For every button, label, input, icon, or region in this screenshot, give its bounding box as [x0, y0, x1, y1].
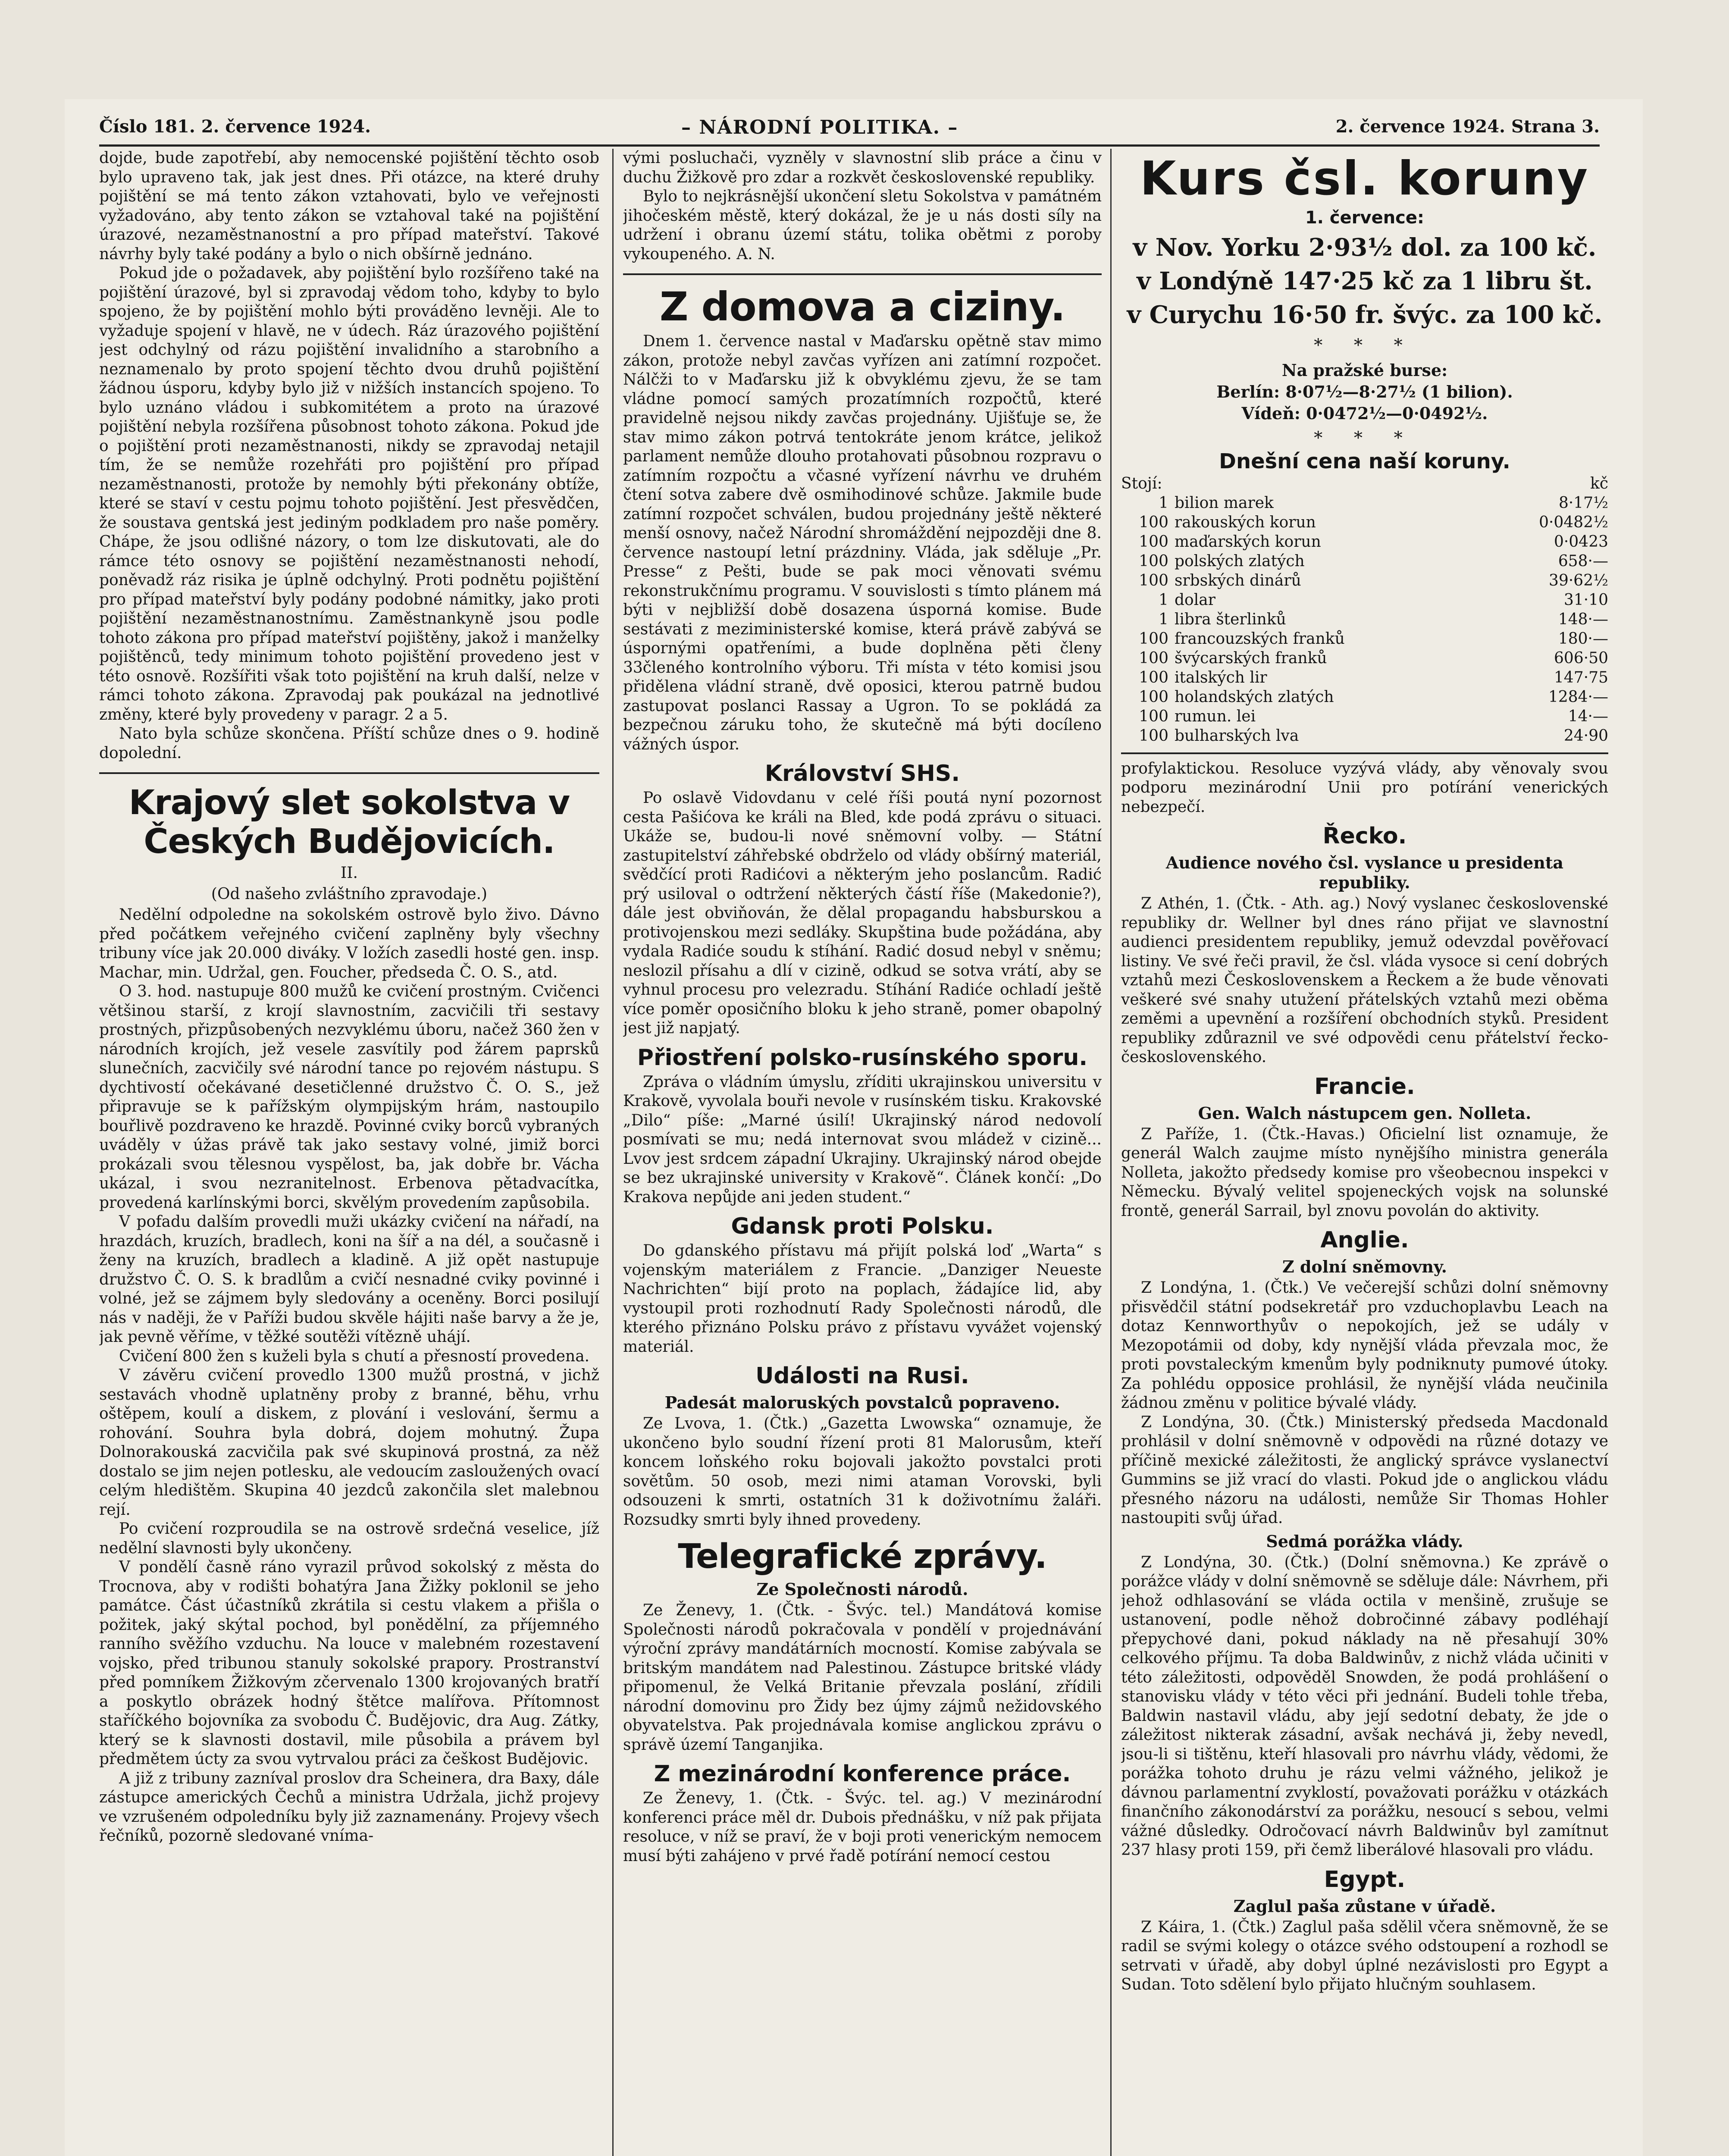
column-rule — [1110, 149, 1112, 2156]
price-quantity: 100 — [1139, 552, 1168, 570]
rate-london: v Londýně 147·25 kč za 1 libru št. — [1137, 267, 1593, 295]
currency-date: 1. července: — [1305, 208, 1425, 228]
headline-telegraf: Telegrafické zprávy. — [678, 1537, 1047, 1576]
currency-rates — [1121, 153, 1608, 332]
part-number: II. — [341, 864, 358, 882]
paragraph: O 3. hod. nastupuje 800 mužů ke cvičení prostným. Cvičenci většinou starší, z krojí slavnostním, zacvičili tři sestavy prostných, přizpůsobených nezvyklému úboru, načež 360 žen v národních krojích, jež vesele zasvítily pod žárem paprsků slunečních, zacvičily své národní tance po rejovém nástupu. S dychtivostí očekávané desetičlenné družstvo Č. O. S., jež připravuje se k pařížským olympijským hrám, nastoupilo bouřlivě pozdraveno ke hrazdě. Povinné cviky borců vybraných uváděly v úžas právě tak jako sestavy volné, jimiž borci prokázali svou tělesnou vyspělost, ba, jak dobře br. Vácha ukázal, i svou nezranitelnost. Erbenova pětadvacítka, provedená karlínskými borci, skvělým provedením zapůsobila. — [99, 983, 599, 1212]
price-quantity: 100 — [1139, 688, 1168, 706]
price-currency-name: srbských dinárů — [1175, 571, 1301, 589]
price-currency-name: rumun. lei — [1175, 707, 1256, 725]
header-rule — [99, 144, 1600, 147]
price-table — [1121, 474, 1608, 746]
price-value: 1284·— — [1548, 688, 1608, 706]
price-currency-name: polských zlatých — [1175, 552, 1305, 570]
price-quantity: 1 — [1159, 494, 1168, 512]
price-value: 0·0482½ — [1539, 513, 1608, 531]
subheadline: Zaglul paša zůstane v úřadě. — [1233, 1896, 1496, 1916]
headline-anglie: Anglie. — [1320, 1227, 1409, 1253]
paragraph: Pokud jde o požadavek, aby pojištění bylo rozšířeno také na pojištění úrazové, byl si zpravodaj vědom toho, kdyby to bylo spojeno, že by pojištění mohlo býti prováděno levněji. Ale to vyžaduje spojení v hlavě, ne v údech. Ráz úrazového pojištění jest odchylný od rázu pojištění invalidního a starobního a neznamenalo by proto spojení těchto dvou druhů pojištění žádnou úsporu, kdyby bylo již v nižších instancích spojeno. To bylo uznáno vládou i subkomitétem a proto na úrazové pojištění nebyla rozšířena působnost tohoto zákona. Pokud jde o pojištění proti nezaměstnanosti, nikdy se zpravodaj netajil tím, že se nemůže rozehřáti pro pojištění pro případ nezaměstnanosti, protože by nemohly býti překonány obtíže, které se staví v cestu pojmu tohoto pojištění. Jest přesvědčen, že soustava gentská jest jediným podkladem pro naše poměry. Chápe, že jsou odlišné názory, o tom lze diskutovati, ale do rámce této osnovy se pojištění nezaměstnanosti nehodí, poněvadž ráz risika je úplně odchylný. Proti podnětu pojištění pro případ mateřství byly podány podobné námitky, jako proti pojištění nezaměstnanostnímu. Zaměstnankyně jsou podle tohoto zákona pro případ mateřství pojištěny, jakož i manželky pojištěnců, tedy minimum tohoto pojištění provedeno jest v této osnově. Rozšířiti však toto pojištění na kruh další, nelze v rámci tohoto zákona. Zpravodaj pak poukázal na jednotlivé změny, které byly provedeny v paragr. 2 a 5. — [99, 264, 599, 724]
column-2 — [623, 149, 1102, 2156]
paragraph: V pondělí časně ráno vyrazil průvod sokolský z města do Trocnova, aby v rodišti bohatýra Jana Žižky poklonil se jeho památce. Část účastníků zkrátila si cestu vlakem a přišla o požitek, jaký skýtal pochod, byl ponědělní, za příjemného ranního svěžího vzduchu. Na louce v malebném rozestavení vojsko, před tribunou stanuly sokolské prapory. Prostranství před pomníkem Žižkovým zčervenalo 1300 krojovaných bratří a poskytlo obrázek hodný štětce malířova. Přítomnost staříčkého bojovníka za svobodu Č. Budějovic, dra Aug. Zátky, který se k slavnosti dostavil, mile působila a právem byl předmětem úcty za svou vytrvalou práci za češkost Budějovic. — [99, 1558, 599, 1768]
headline-konference: Z mezinárodní konference práce. — [654, 1761, 1071, 1787]
price-title: Dnešní cena naší koruny. — [1219, 449, 1510, 473]
price-quantity: 1 — [1159, 591, 1168, 609]
price-value: 148·— — [1558, 610, 1608, 628]
price-value: 14·— — [1568, 707, 1608, 725]
subheadline: Z dolní sněmovny. — [1282, 1257, 1447, 1276]
price-row — [1121, 493, 1608, 513]
price-value: 180·— — [1558, 630, 1608, 648]
currency-title: Kurs čsl. koruny — [1140, 152, 1590, 206]
price-quantity: 100 — [1139, 513, 1168, 531]
paragraph: Dnem 1. července nastal v Maďarsku opětně stav mimo zákon, protože nebyl zavčas vyřízen ani zatímní rozpočet. Nálčži to v Maďarsku již k obvyklému zjevu, že se tam vládne pomocí samých prozatímních rozpočtů, které pravidelně nejsou nikdy zavčas projednány. Ujišťuje se, že stav mimo zákon potrvá tentokráte jenom krátce, jelikož parlament nemůže dlouho protahovati působnou rozpravu o zatímním rozpočtu a včasné vyřízení návrhu ve druhém čtení sotva zabere dvě osmihodinové schůze. Jakmile bude zatímní rozpočet schválen, budou projednány ještě některé menší osnovy, načež Národní shromáždění nejpozději dne 8. července nastoupí letní prázdniny. Vláda, jak sděluje „Pr. Presse“ z Pešti, bude se pak moci věnovati svému rekonstrukčnímu programu. V souvislosti s tímto plánem má býti v nejbližší době dosazena úsporná komise. Bude sestávati z meziministerské komise, která právě zabývá se úspornými opatřeními, a bude doplněna pěti členy 33členého kontrolního výboru. Tři místa v této komisi jsou přidělena vládní straně, dvě oposici, kterou patrně budou zastupovat poslanci Rassay a Ugron. To se pokládá za bezpečnou záruku toho, že skutečně má býti docíleno vážných úspor. — [623, 332, 1102, 753]
headline-domov: Z domova a ciziny. — [659, 284, 1065, 330]
price-quantity: 100 — [1139, 727, 1168, 745]
price-row — [1121, 552, 1608, 571]
paragraph: Po oslavě Vidovdanu v celé říši poutá nyní pozornost cesta Pašićova ke králi na Bled, kde podá zprávu o situaci. Ukáže se, budou-li nové sněmovní volby. — Státní zastupitelství záhřebské obdrželo od vlády obšírný materiál, svědčící proti Radićovi a některým jeho poslancům. Radić prý usiloval o odtržení některých částí říše (Makedonie?), dále jest obviňován, že dělal propagandu habsburskou a protivojenskou mezi sedláky. Skupština bude požádána, aby vydala Radiće soudu k stíhání. Radić dosud nebyl v sněmu; neslozil přísahu a dlí v cizině, odkud se sotva vrátí, aby se vyhnul procesu pro velezradu. Stíhání Radiće ochladí ještě více poměr oposičního bloku k jeho straně, pomer obapolný jest již napjatý. — [623, 789, 1102, 1037]
price-row — [1121, 629, 1608, 649]
page-info: 2. července 1924. Strana 3. — [1335, 116, 1600, 137]
paragraph: Z Londýna, 30. (Čtk.) (Dolní sněmovna.) Ke zprávě o porážce vlády v dolní sněmovně se sděluje dále: Návrhem, při jehož odhlasování se vláda octila v menšině, zrušuje se ustanovení, podle něhož dobročinné zábavy podléhají přepychové dani, pokud náklady na ně přesahují 30% celkového příjmu. Ta doba Baldwinův, z nichž vláda učiniti v této záležitosti, odpověděl Snowden, že podá prohlášení o stanovisku vlády v této věci při jednání. Budeli tohle třeba, Baldwin nastavil vládu, aby její sedotní debaty, že jde o záležitost nikterak zásadní, avšak nechává ji, žeby nevedl, jsou-li si tištěnu, kteří hlasovali pro návrhu vlády, vědomi, že porážka tohoto druhu je rázu velmi vážného, jelikož je dávnou parlamentní zvyklostí, považovati porážku v otázkách finančního zákonodárství za porážku, nesoucí s sebou, velmi vážné důsledky. Odročovací návrh Baldwinův byl zamítnut 237 hlasy proti 159, při čemž liberálové hlasovali pro vládu. — [1121, 1553, 1608, 1859]
burse-title: Na pražské burse: — [1281, 360, 1448, 380]
spacer — [1175, 474, 1513, 493]
price-quantity: 100 — [1139, 571, 1168, 589]
price-quantity: 100 — [1139, 533, 1168, 551]
column-3 — [1121, 149, 1608, 2156]
subheadline: Ze Společnosti národů. — [756, 1579, 968, 1599]
price-quantity: 100 — [1139, 649, 1168, 667]
price-value: 0·0423 — [1554, 533, 1608, 551]
paragraph: dojde, bude zapotřebí, aby nemocenské pojištění těchto osob bylo upraveno tak, jak jest dnes. Při otázce, na které druhy pojištění se má tento zákon vztahovati, bylo ve veřejnosti vyžadováno, aby tento zákon se vztahoval také na pojištění úrazové, nezaměstnanostní a pro případ mateřství. Takové návrhy byly také podány a bylo o nich obšírně jednáno. — [99, 149, 599, 263]
star-divider: * * * — [1314, 428, 1416, 448]
stoji-label: Stojí: — [1121, 474, 1162, 492]
paragraph: profylaktickou. Resoluce vyzývá vlády, aby věnovaly svou podporu mezinárodní Unii pro potírání venerických nebezpečí. — [1121, 759, 1608, 816]
price-currency-name: dolar — [1175, 591, 1215, 609]
headline-rusi: Události na Rusi. — [755, 1363, 969, 1389]
price-row — [1121, 726, 1608, 746]
paragraph: Z Londýna, 30. (Čtk.) Ministerský předseda Macdonald prohlásil v dolní sněmovně v odpovědi na různé dotazy ve příčině mexické záležitosti, že anglický správce vyslanectví Gummins se již vrací do vlasti. Pokud jde o anglickou vládu přesného názoru na události, nemůže Sir Thomas Hohler nastoupiti svůj úřad. — [1121, 1413, 1608, 1527]
price-row — [1121, 513, 1608, 532]
paragraph: Z Paříže, 1. (Čtk.-Havas.) Oficielní list oznamuje, že generál Walch zaujme místo nynějšího ministra generála Nolleta, jakožto předsedy komise pro všeobecnou inspekci v Německu. Bývalý velitel spojeneckých vojsk na solunské frontě, generál Sarrail, byl znovu povolán do aktivity. — [1121, 1125, 1608, 1220]
paragraph: vými posluchači, vyzněly v slavnostní slib práce a činu v duchu Žižkově pro zdar a rozkvět československé republiky. — [623, 149, 1102, 186]
price-row — [1121, 649, 1608, 668]
issue-info: Číslo 181. 2. července 1924. — [99, 116, 371, 137]
paragraph: Z Londýna, 1. (Čtk.) Ve večerejší schůzi dolní sněmovny přisvědčil státní podsekretář pro vzduchoplavbu Leach na dotaz Kennworthyův o nepokojích, jež se udály v Mezopotámii od doby, kdy nynější vláda převzala moc, že proti povstaleckým kmenům byly podniknuty pumové útoky. Za pohlédu opposice prohlásil, že nynější vláda neučinila žádnou změnu v politice bývalé vlády. — [1121, 1279, 1608, 1412]
subheadline: Gen. Walch nástupcem gen. Nolleta. — [1198, 1103, 1532, 1123]
paragraph: Cvičení 800 žen s kuželi byla s chutí a přesností provedena. — [119, 1347, 590, 1365]
masthead: – NÁRODNÍ POLITIKA. – — [681, 116, 958, 138]
paragraph: Zpráva o vládním úmyslu, zříditi ukrajinskou universitu v Krakově, vyvolala bouři nevole v rusínském tisku. Krakovské „Dilo“ píše: „Marné úsilí! Ukrajinský národ nedovolí posmívati se mu; nedá internovat svou mládež v cizině... Lvov jest srdcem západní Ukrajiny. Ukrajinský národ obejde se bez ukrajinské university v Krakově“. Článek končí: „Do Krakova nepůjde ani jeden student.“ — [623, 1073, 1102, 1206]
price-quantity: 100 — [1139, 630, 1168, 648]
page-header — [99, 116, 1600, 142]
price-currency-name: italských lir — [1175, 668, 1267, 686]
subheadline: Sedmá porážka vlády. — [1266, 1531, 1463, 1551]
paragraph: Ze Lvova, 1. (Čtk.) „Gazetta Lwowska“ oznamuje, že ukončeno bylo soudní řízení proti 81 Malorusům, kteří koncem loňského roku bojovali jakožto povstalci proti sovětům. 50 osob, mezi nimi ataman Vorovski, byli odsouzeni k smrti, ostatních 31 k doživotnímu žaláři. Rozsudky smrti byly ihned provedeny. — [623, 1415, 1102, 1529]
price-row — [1121, 687, 1608, 707]
headline-gdansk: Gdansk proti Polsku. — [731, 1213, 994, 1239]
paragraph: Nato byla schůze skončena. Příští schůze dnes o 9. hodině dopolední. — [99, 725, 599, 762]
price-currency-name: maďarských korun — [1175, 533, 1321, 551]
paragraph: V závěru cvičení provedlo 1300 mužů prostná, v jichž sestavách vhodně uplatněny proby z branné, běhu, vrhu oštěpem, koulí a diskem, z plování i veslování, šermu a rohování. Souhra byla dobrá, dojem mohutný. Župa Dolnorakouská zacvičila pak své skupinová prostná, za něž dostalo se jim nejen potlesku, ale vedoucím zasloužených ovací celým hledištěm. Skupina 40 jezdců zakončila slet malebnou rejí. — [99, 1366, 599, 1519]
paragraph: A již z tribuny zazníval proslov dra Scheinera, dra Baxy, dále zástupce amerických Čechů a ministra Udržala, jichž projevy ve vzrušeném odpoledníku byly již zaznamenány. Projevy všech řečníků, pozorně sledované vníma- — [99, 1769, 599, 1845]
price-value: 606·50 — [1554, 649, 1608, 667]
price-value: 658·— — [1558, 552, 1608, 570]
price-row — [1121, 590, 1608, 610]
price-currency-name: bulharských lva — [1175, 727, 1299, 745]
rate-zurich: v Curychu 16·50 fr. švýc. za 100 kč. — [1127, 301, 1603, 329]
price-row — [1121, 610, 1608, 629]
price-quantity: 100 — [1139, 707, 1168, 725]
headline-shs: Království SHS. — [764, 761, 960, 787]
headline-francie: Francie. — [1314, 1073, 1415, 1100]
burse-berlin: Berlín: 8·07½—8·27½ (1 bilion). — [1216, 382, 1513, 401]
price-currency-name: švýcarských franků — [1175, 649, 1327, 667]
price-row — [1121, 532, 1608, 552]
column-rule — [612, 149, 614, 2156]
price-quantity: 100 — [1139, 668, 1168, 686]
price-value: 147·75 — [1554, 668, 1608, 686]
price-currency-name: rakouských korun — [1175, 513, 1316, 531]
headline-slet: Krajový slet sokolstva v Českých Budějovicích. — [128, 783, 570, 861]
price-value: 39·62½ — [1549, 571, 1608, 589]
subheadline: Audience nového čsl. vyslance u presidenta republiky. — [1165, 853, 1564, 892]
price-currency-name: holandských zlatých — [1175, 688, 1334, 706]
paragraph: Nedělní odpoledne na sokolském ostrově bylo živo. Dávno před počátkem veřejného cvičení zaplněny byly všechny tribuny více jak 20.000 diváky. V ložích zasedli hosté gen. insp. Machar, min. Udržal, gen. Foucher, předseda Č. O. S., atd. — [99, 906, 599, 981]
paragraph: Bylo to nejkrásnější ukončení sletu Sokolstva v památném jihočeském městě, který dokázal, že je u nás dosti síly na udržení i obranu území státu, tolika obětmi z poroby vykoupeného. A. N. — [623, 188, 1102, 263]
paragraph: Do gdanského přístavu má přijít polská loď „Warta“ s vojenským materiálem z Francie. „Danziger Neueste Nachrichten“ bijí proto na poplach, žádajíce lid, aby vystoupil proti rozhodnutí Rady Společnosti národů, dle kterého přiznáno Polsku právo z přístavu vyvážet vojenský materiál. — [623, 1242, 1102, 1356]
paragraph: Z Káira, 1. (Čtk.) Zaglul paša sdělil včera sněmovně, že se radil se svými kolegy o otázce svého odstoupení a rozhodl se setrvati v úřadě, aby dobyl úplné nezávislosti pro Egypt a Sudan. Toto sdělení bylo přijato hlučným souhlasem. — [1121, 1918, 1608, 1993]
price-header-row — [1121, 474, 1608, 493]
star-divider: * * * — [1314, 335, 1416, 355]
paragraph: Ze Ženevy, 1. (Čtk. - Švýc. tel. ag.) V mezinárodní konferenci práce měl dr. Dubois přednášku, v níž pak přijata resoluce, v níž se praví, že v boji proti venerickým nemocem musí býti zahájeno v prvé řadě potírání nemocí cestou — [623, 1789, 1102, 1865]
burse-vienna: Vídeň: 0·0472½—0·0492½. — [1241, 403, 1488, 423]
price-row — [1121, 707, 1608, 726]
headline-egypt: Egypt. — [1324, 1866, 1406, 1893]
price-value: 8·17½ — [1558, 494, 1608, 512]
paragraph: V pofadu dalším provedli muži ukázky cvičení na nářadí, na hrazdách, kruzích, bradlech, koni na šíř a na dél, a současně i ženy na kruzích, bradlech a kladině. A již opět nastupuje družstvo Č. O. S. k bradlům a cvičí nesnadné cviky povinné i volné, jež se zájmem byly sledovány a oceněny. Borci posilují nás v naději, že v Paříži budou skvěle hájiti naše barvy a že je, jak pevně věříme, v těžké soutěži vítězně uhájí. — [99, 1213, 599, 1346]
headline-recko: Řecko. — [1322, 823, 1407, 849]
price-value: 31·10 — [1563, 591, 1608, 609]
price-value: 24·90 — [1563, 727, 1608, 745]
headline-spor: Přiostření polsko-rusínského sporu. — [637, 1044, 1088, 1071]
byline: (Od našeho zvláštního zpravodaje.) — [211, 885, 488, 903]
section-divider — [99, 772, 599, 774]
price-row — [1121, 571, 1608, 590]
price-currency-name: bilion marek — [1175, 494, 1274, 512]
rate-new-york: v Nov. Yorku 2·93½ dol. za 100 kč. — [1133, 233, 1597, 262]
paragraph: Ze Ženevy, 1. (Čtk. - Švýc. tel.) Mandátová komise Společnosti národů pokračovala v pondělí v projednávání výroční zprávy mandátárních mocností. Komise zabývala se britským mandátem nad Palestinou. Zástupce britské vlády připomenul, že Velká Britanie převzala poslání, zřídili národní domovinu pro Židy bez újmy zájmů nežidovského obyvatelstva. Pak projednávala komise anglickou zprávu o správě území Tanganjika. — [623, 1601, 1102, 1754]
section-divider — [623, 273, 1102, 275]
subheadline: Padesát maloruských povstalců popraveno. — [664, 1393, 1060, 1412]
paragraph: Z Athén, 1. (Čtk. - Ath. ag.) Nový vyslanec československé republiky dr. Wellner byl dnes ráno přijat ve slavnostní audienci presidentem republiky, jemuž odevzdal pověřovací listiny. Ve své řeči pravil, že čsl. vláda vysoce si cení dobrých vztahů mezi Československem a Řeckem a že bude věnovati veškeré své snahy utužení přátelských vztahů mezi oběma zeměmi a upevnění a rozšíření obchodních styků. President republiky zdůraznil ve své odpovědi cenu přátelství řecko-československého. — [1121, 895, 1608, 1066]
price-quantity: 1 — [1159, 610, 1168, 628]
price-currency-name: francouzských franků — [1175, 630, 1345, 648]
price-currency-name: libra šterlinků — [1175, 610, 1286, 628]
currency-box — [1121, 153, 1608, 754]
column-1 — [99, 149, 599, 2156]
currency-unit: kč — [1590, 474, 1608, 492]
paragraph: Po cvičení rozproudila se na ostrově srdečná veselice, jíž nedělní slavnosti byly ukončeny. — [99, 1520, 599, 1557]
price-row — [1121, 668, 1608, 687]
